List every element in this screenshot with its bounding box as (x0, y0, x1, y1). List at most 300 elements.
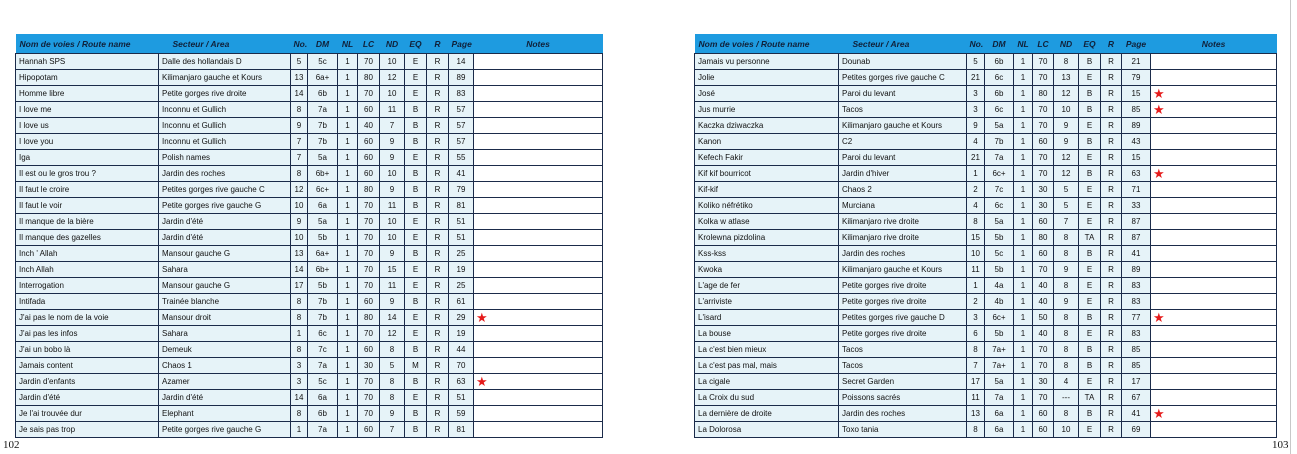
cell-eq: E (1079, 182, 1101, 198)
table-row (695, 118, 1277, 134)
cell-lc: 70 (358, 262, 380, 278)
cell-notes (474, 230, 603, 246)
cell-dm: 7a (308, 102, 338, 118)
cell-r: R (427, 262, 449, 278)
cell-no: 10 (291, 198, 308, 214)
cell-dm: 5b (308, 278, 338, 294)
cell-dm: 7a (308, 358, 338, 374)
cell-lc: 40 (358, 118, 380, 134)
cell-page: 25 (449, 246, 474, 262)
cell-lc: 70 (358, 86, 380, 102)
cell-page: 85 (1122, 358, 1151, 374)
cell-page: 70 (449, 358, 474, 374)
cell-lc: 30 (1033, 374, 1054, 390)
cell-eq: E (405, 150, 427, 166)
cell-notes (1151, 310, 1277, 326)
table-row (16, 262, 603, 278)
cell-name: Jamais vu personne (695, 54, 839, 70)
cell-dm: 7a (985, 150, 1014, 166)
cell-no: 8 (291, 406, 308, 422)
cell-notes (1151, 230, 1277, 246)
cell-no: 3 (967, 86, 985, 102)
header-eq: EQ (1079, 34, 1101, 54)
cell-dm: 6b (985, 54, 1014, 70)
cell-nd: --- (1054, 390, 1079, 406)
cell-notes (1151, 214, 1277, 230)
cell-page: 41 (449, 166, 474, 182)
cell-nd: 12 (1054, 166, 1079, 182)
cell-eq: B (405, 422, 427, 438)
table-header-row (16, 34, 603, 54)
cell-page: 51 (449, 230, 474, 246)
cell-notes (1151, 54, 1277, 70)
cell-nl: 1 (1014, 182, 1033, 198)
cell-lc: 70 (1033, 150, 1054, 166)
cell-eq: B (405, 406, 427, 422)
cell-eq: B (405, 342, 427, 358)
cell-eq: B (1079, 54, 1101, 70)
header-page: Page (449, 34, 474, 54)
cell-lc: 70 (358, 214, 380, 230)
cell-lc: 60 (1033, 406, 1054, 422)
cell-lc: 60 (1033, 134, 1054, 150)
cell-sector: Petite gorges rive droite (839, 294, 967, 310)
cell-lc: 70 (358, 326, 380, 342)
cell-page: 57 (449, 134, 474, 150)
cell-r: R (427, 374, 449, 390)
cell-notes (1151, 86, 1277, 102)
cell-lc: 70 (358, 246, 380, 262)
cell-nd: 9 (1054, 262, 1079, 278)
cell-r: R (427, 406, 449, 422)
cell-sector: Sahara (159, 262, 291, 278)
cell-no: 14 (291, 86, 308, 102)
cell-page: 33 (1122, 198, 1151, 214)
cell-name: Jus murrie (695, 102, 839, 118)
cell-lc: 80 (1033, 230, 1054, 246)
cell-nd: 8 (1054, 326, 1079, 342)
cell-name: J'ai pas le nom de la voie (16, 310, 159, 326)
cell-notes (474, 294, 603, 310)
header-nd: ND (1054, 34, 1079, 54)
cell-sector: Petites gorges rive gauche D (839, 310, 967, 326)
cell-name: La Croix du sud (695, 390, 839, 406)
cell-nd: 7 (380, 422, 405, 438)
cell-name: J'ai pas les infos (16, 326, 159, 342)
header-no: No. (291, 34, 308, 54)
cell-r: R (1101, 182, 1122, 198)
table-row (16, 374, 603, 390)
cell-sector: Jardin des roches (839, 246, 967, 262)
cell-sector: Jardin des roches (159, 166, 291, 182)
table-row (16, 230, 603, 246)
cell-nl: 1 (338, 262, 358, 278)
star-icon: ★ (476, 373, 488, 389)
cell-eq: B (405, 198, 427, 214)
cell-dm: 6c (985, 70, 1014, 86)
cell-eq: E (405, 214, 427, 230)
cell-no: 5 (967, 54, 985, 70)
cell-no: 9 (967, 118, 985, 134)
cell-no: 1 (967, 166, 985, 182)
table-row (695, 278, 1277, 294)
cell-eq: B (405, 134, 427, 150)
cell-lc: 30 (1033, 198, 1054, 214)
header-nl: NL (338, 34, 358, 54)
header-no: No. (967, 34, 985, 54)
cell-nl: 1 (338, 374, 358, 390)
header-page: Page (1122, 34, 1151, 54)
cell-nl: 1 (1014, 198, 1033, 214)
cell-nd: 10 (380, 54, 405, 70)
cell-eq: B (1079, 342, 1101, 358)
cell-lc: 60 (358, 166, 380, 182)
cell-eq: B (1079, 86, 1101, 102)
cell-nl: 1 (338, 134, 358, 150)
table-row (695, 406, 1277, 422)
cell-nd: 8 (1054, 54, 1079, 70)
cell-r: R (1101, 390, 1122, 406)
cell-dm: 5c (308, 374, 338, 390)
cell-sector: Kilimanjaro gauche et Kours (159, 70, 291, 86)
cell-page: 89 (449, 70, 474, 86)
cell-sector: Petite gorges rive gauche G (159, 422, 291, 438)
cell-page: 67 (1122, 390, 1151, 406)
cell-r: R (1101, 102, 1122, 118)
cell-nl: 1 (338, 278, 358, 294)
cell-page: 17 (1122, 374, 1151, 390)
cell-page: 14 (449, 54, 474, 70)
cell-no: 13 (967, 406, 985, 422)
cell-page: 85 (1122, 102, 1151, 118)
cell-eq: E (1079, 374, 1101, 390)
cell-nd: 8 (1054, 246, 1079, 262)
cell-nd: 7 (380, 118, 405, 134)
cell-nl: 1 (338, 358, 358, 374)
cell-dm: 6a (308, 198, 338, 214)
cell-nd: 12 (380, 70, 405, 86)
cell-no: 8 (291, 102, 308, 118)
cell-nd: 10 (380, 166, 405, 182)
cell-name: La bouse (695, 326, 839, 342)
cell-dm: 6b (308, 86, 338, 102)
cell-eq: B (405, 102, 427, 118)
cell-dm: 5a (985, 214, 1014, 230)
cell-lc: 40 (1033, 294, 1054, 310)
cell-nl: 1 (1014, 342, 1033, 358)
cell-dm: 5a (985, 374, 1014, 390)
cell-nl: 1 (338, 342, 358, 358)
cell-nl: 1 (338, 182, 358, 198)
cell-notes (474, 406, 603, 422)
cell-lc: 80 (1033, 86, 1054, 102)
cell-lc: 70 (358, 54, 380, 70)
cell-lc: 40 (1033, 326, 1054, 342)
cell-notes (474, 422, 603, 438)
cell-dm: 6b+ (308, 262, 338, 278)
cell-notes (1151, 134, 1277, 150)
cell-name: Kss-kss (695, 246, 839, 262)
cell-no: 2 (967, 182, 985, 198)
cell-r: R (1101, 278, 1122, 294)
cell-lc: 60 (1033, 246, 1054, 262)
cell-no: 11 (967, 390, 985, 406)
cell-nl: 1 (338, 150, 358, 166)
cell-name: Il manque des gazelles (16, 230, 159, 246)
cell-nl: 1 (338, 214, 358, 230)
table-row (16, 422, 603, 438)
cell-page: 43 (1122, 134, 1151, 150)
cell-eq: E (1079, 198, 1101, 214)
cell-eq: B (405, 294, 427, 310)
cell-nd: 15 (380, 262, 405, 278)
cell-name: Hannah SPS (16, 54, 159, 70)
cell-name: Kolka w atlase (695, 214, 839, 230)
cell-notes (474, 326, 603, 342)
cell-r: R (427, 198, 449, 214)
cell-name: L'arriviste (695, 294, 839, 310)
cell-r: R (427, 310, 449, 326)
cell-name: La c'est pas mal, mais (695, 358, 839, 374)
cell-r: R (1101, 246, 1122, 262)
cell-name: José (695, 86, 839, 102)
cell-notes (474, 262, 603, 278)
header-name: Nom de voies / Route name (16, 34, 159, 54)
cell-notes (1151, 150, 1277, 166)
table-row (695, 326, 1277, 342)
cell-lc: 30 (1033, 182, 1054, 198)
cell-lc: 60 (358, 102, 380, 118)
cell-nd: 5 (1054, 182, 1079, 198)
cell-sector: Inconnu et Gullich (159, 102, 291, 118)
cell-no: 8 (967, 342, 985, 358)
cell-no: 3 (967, 310, 985, 326)
table-row (695, 422, 1277, 438)
cell-sector: Jardin des roches (839, 406, 967, 422)
cell-no: 3 (291, 358, 308, 374)
header-r: R (427, 34, 449, 54)
cell-notes (1151, 390, 1277, 406)
cell-lc: 60 (358, 422, 380, 438)
cell-notes (474, 278, 603, 294)
cell-dm: 6b (308, 406, 338, 422)
route-table-left (15, 34, 603, 438)
header-dm: DM (308, 34, 338, 54)
cell-r: R (427, 102, 449, 118)
cell-nl: 1 (1014, 86, 1033, 102)
cell-dm: 5b (308, 230, 338, 246)
cell-nl: 1 (1014, 54, 1033, 70)
cell-sector: Sahara (159, 326, 291, 342)
cell-dm: 6b (985, 86, 1014, 102)
cell-notes (474, 182, 603, 198)
cell-no: 21 (967, 150, 985, 166)
cell-nd: 8 (1054, 230, 1079, 246)
table-row (695, 246, 1277, 262)
cell-dm: 7b (308, 294, 338, 310)
cell-nd: 7 (1054, 214, 1079, 230)
cell-lc: 80 (358, 310, 380, 326)
cell-dm: 6c+ (985, 166, 1014, 182)
cell-dm: 6c (985, 102, 1014, 118)
cell-no: 12 (291, 182, 308, 198)
cell-nd: 11 (380, 102, 405, 118)
header-eq: EQ (405, 34, 427, 54)
cell-r: R (427, 246, 449, 262)
cell-dm: 4a (985, 278, 1014, 294)
cell-eq: E (1079, 278, 1101, 294)
cell-nl: 1 (1014, 374, 1033, 390)
cell-dm: 5b (985, 230, 1014, 246)
cell-notes (474, 310, 603, 326)
cell-name: Intifada (16, 294, 159, 310)
cell-page: 61 (449, 294, 474, 310)
cell-notes (474, 390, 603, 406)
table-row (16, 198, 603, 214)
cell-nd: 8 (1054, 406, 1079, 422)
cell-r: R (1101, 198, 1122, 214)
cell-page: 59 (449, 406, 474, 422)
cell-dm: 6a+ (308, 70, 338, 86)
cell-sector: Toxo tania (839, 422, 967, 438)
cell-dm: 5c (985, 246, 1014, 262)
cell-lc: 70 (358, 230, 380, 246)
cell-sector: Jardin d'hiver (839, 166, 967, 182)
cell-no: 8 (291, 166, 308, 182)
cell-r: R (1101, 230, 1122, 246)
cell-name: Kwoka (695, 262, 839, 278)
cell-r: R (1101, 118, 1122, 134)
cell-no: 14 (291, 390, 308, 406)
table-row (16, 342, 603, 358)
table-row (695, 390, 1277, 406)
cell-r: R (1101, 326, 1122, 342)
cell-lc: 60 (1033, 214, 1054, 230)
cell-sector: Polish names (159, 150, 291, 166)
cell-page: 79 (1122, 70, 1151, 86)
cell-name: Kanon (695, 134, 839, 150)
cell-page: 55 (449, 150, 474, 166)
cell-sector: Dalle des hollandais D (159, 54, 291, 70)
table-row (16, 390, 603, 406)
cell-name: Jardin d'enfants (16, 374, 159, 390)
cell-eq: B (1079, 134, 1101, 150)
cell-name: Je sais pas trop (16, 422, 159, 438)
table-row (695, 70, 1277, 86)
cell-lc: 70 (1033, 118, 1054, 134)
cell-name: I love me (16, 102, 159, 118)
cell-lc: 80 (358, 70, 380, 86)
table-row (695, 294, 1277, 310)
cell-name: Jardin d'été (16, 390, 159, 406)
cell-notes (1151, 374, 1277, 390)
cell-nl: 1 (1014, 230, 1033, 246)
table-row (695, 86, 1277, 102)
cell-nl: 1 (338, 422, 358, 438)
cell-nd: 10 (380, 214, 405, 230)
cell-nd: 9 (1054, 134, 1079, 150)
cell-nl: 1 (338, 118, 358, 134)
cell-dm: 5a (308, 150, 338, 166)
cell-nl: 1 (1014, 70, 1033, 86)
cell-name: I love you (16, 134, 159, 150)
cell-nd: 8 (380, 390, 405, 406)
cell-eq: B (1079, 246, 1101, 262)
cell-notes (474, 374, 603, 390)
cell-eq: B (1079, 310, 1101, 326)
cell-page: 63 (449, 374, 474, 390)
cell-name: Inch ' Allah (16, 246, 159, 262)
cell-r: R (427, 358, 449, 374)
page-divider (1290, 0, 1291, 454)
table-row (16, 358, 603, 374)
cell-no: 21 (967, 70, 985, 86)
cell-page: 15 (1122, 150, 1151, 166)
cell-sector: Petites gorges rive gauche C (839, 70, 967, 86)
cell-r: R (427, 214, 449, 230)
cell-page: 29 (449, 310, 474, 326)
cell-nl: 1 (1014, 310, 1033, 326)
cell-eq: B (405, 182, 427, 198)
cell-r: R (427, 150, 449, 166)
cell-nd: 12 (380, 326, 405, 342)
cell-dm: 6c+ (308, 182, 338, 198)
cell-sector: Jardin d'été (159, 230, 291, 246)
cell-lc: 70 (1033, 390, 1054, 406)
cell-name: La Dolorosa (695, 422, 839, 438)
cell-notes (474, 134, 603, 150)
cell-eq: E (1079, 422, 1101, 438)
cell-notes (1151, 246, 1277, 262)
cell-notes (1151, 118, 1277, 134)
cell-lc: 70 (1033, 70, 1054, 86)
cell-name: Iga (16, 150, 159, 166)
cell-lc: 70 (1033, 342, 1054, 358)
cell-page: 87 (1122, 230, 1151, 246)
cell-eq: E (405, 54, 427, 70)
cell-lc: 70 (358, 374, 380, 390)
cell-name: Inch Allah (16, 262, 159, 278)
cell-page: 83 (1122, 294, 1151, 310)
cell-sector: Murciana (839, 198, 967, 214)
table-row (16, 134, 603, 150)
cell-name: Homme libre (16, 86, 159, 102)
cell-name: Kefech Fakir (695, 150, 839, 166)
cell-notes (474, 246, 603, 262)
cell-nd: 5 (380, 358, 405, 374)
cell-dm: 5a (985, 118, 1014, 134)
cell-nd: 10 (1054, 422, 1079, 438)
cell-nd: 9 (380, 406, 405, 422)
cell-notes (474, 166, 603, 182)
cell-dm: 5b (985, 326, 1014, 342)
cell-no: 14 (291, 262, 308, 278)
cell-sector: Kilimanjaro gauche et Kours (839, 118, 967, 134)
cell-eq: E (405, 70, 427, 86)
cell-r: R (427, 166, 449, 182)
cell-nl: 1 (338, 86, 358, 102)
cell-eq: E (405, 326, 427, 342)
cell-eq: B (405, 246, 427, 262)
table-row (16, 70, 603, 86)
cell-nd: 9 (1054, 294, 1079, 310)
cell-notes (1151, 406, 1277, 422)
cell-nl: 1 (338, 70, 358, 86)
cell-notes (1151, 198, 1277, 214)
star-icon: ★ (1153, 309, 1165, 325)
cell-r: R (427, 86, 449, 102)
cell-page: 71 (1122, 182, 1151, 198)
